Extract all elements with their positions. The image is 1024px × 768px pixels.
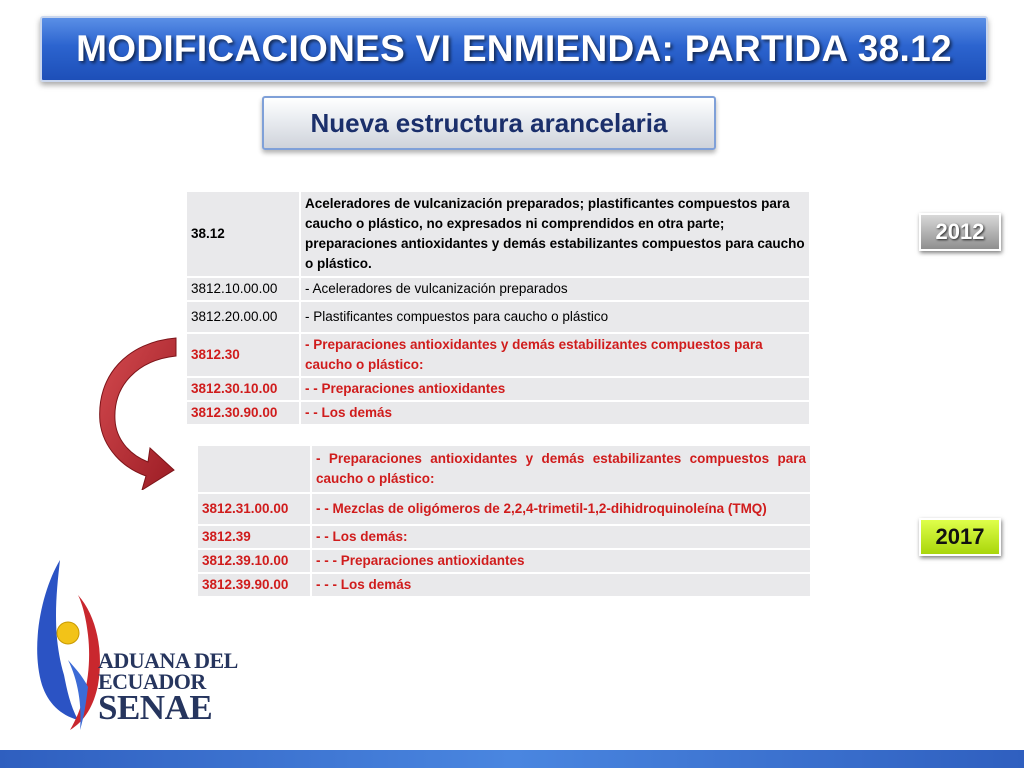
tariff-code: 3812.30.10.00 — [186, 377, 300, 401]
table-row — [197, 525, 811, 549]
table-row — [186, 401, 810, 425]
table-row — [197, 573, 811, 597]
table-row — [197, 549, 811, 573]
tariff-description: - Plastificantes compuestos para caucho o plástico — [300, 301, 810, 333]
table-row — [186, 333, 810, 377]
tariff-code: 38.12 — [186, 191, 300, 277]
tariff-description: - - Los demás — [300, 401, 810, 425]
table-row — [197, 445, 811, 493]
tariff-code: 3812.30.90.00 — [186, 401, 300, 425]
tariff-description: - - Mezclas de oligómeros de 2,2,4-trimetil-1,2-dihidroquinoleína (TMQ) — [311, 493, 811, 525]
slide-title: MODIFICACIONES VI ENMIENDA: PARTIDA 38.12 — [40, 16, 988, 82]
tariff-code: 3812.39 — [197, 525, 311, 549]
tariff-table-2012 — [185, 190, 811, 426]
tariff-description: - Preparaciones antioxidantes y demás estabilizantes compuestos para caucho o plástico: — [300, 333, 810, 377]
table-row — [186, 277, 810, 301]
year-badge-2012: 2012 — [919, 213, 1001, 251]
logo-line-3: SENAE — [98, 688, 213, 727]
table-row — [186, 377, 810, 401]
logo-line-1: ADUANA DEL — [98, 648, 238, 673]
tariff-description: - - Los demás: — [311, 525, 811, 549]
curved-arrow-icon — [88, 330, 188, 490]
tariff-code: 3812.10.00.00 — [186, 277, 300, 301]
section-subtitle: Nueva estructura arancelaria — [262, 96, 716, 150]
logo-line-2: ECUADOR — [98, 669, 206, 694]
footer-bar — [0, 750, 1024, 768]
table-row — [186, 191, 810, 277]
tariff-code: 3812.39.90.00 — [197, 573, 311, 597]
tariff-description: - - - Los demás — [311, 573, 811, 597]
tariff-code: 3812.31.00.00 — [197, 493, 311, 525]
tariff-code: 3812.30 — [186, 333, 300, 377]
tariff-code — [197, 445, 311, 493]
tariff-code: 3812.20.00.00 — [186, 301, 300, 333]
tariff-description: - Preparaciones antioxidantes y demás estabilizantes compuestos para caucho o plástico: — [311, 445, 811, 493]
table-row — [186, 301, 810, 333]
tariff-code: 3812.39.10.00 — [197, 549, 311, 573]
tariff-description: - Aceleradores de vulcanización preparados — [300, 277, 810, 301]
tariff-description: Aceleradores de vulcanización preparados; plastificantes compuestos para caucho o plástico, no expresados ni comprendidos en otra parte; preparaciones antioxidantes y demás estabilizantes compuestos para caucho o plástico. — [300, 191, 810, 277]
tariff-description: - - - Preparaciones antioxidantes — [311, 549, 811, 573]
tariff-table-2017 — [196, 444, 812, 598]
tariff-description: - - Preparaciones antioxidantes — [300, 377, 810, 401]
year-badge-2017: 2017 — [919, 518, 1001, 556]
table-row — [197, 493, 811, 525]
